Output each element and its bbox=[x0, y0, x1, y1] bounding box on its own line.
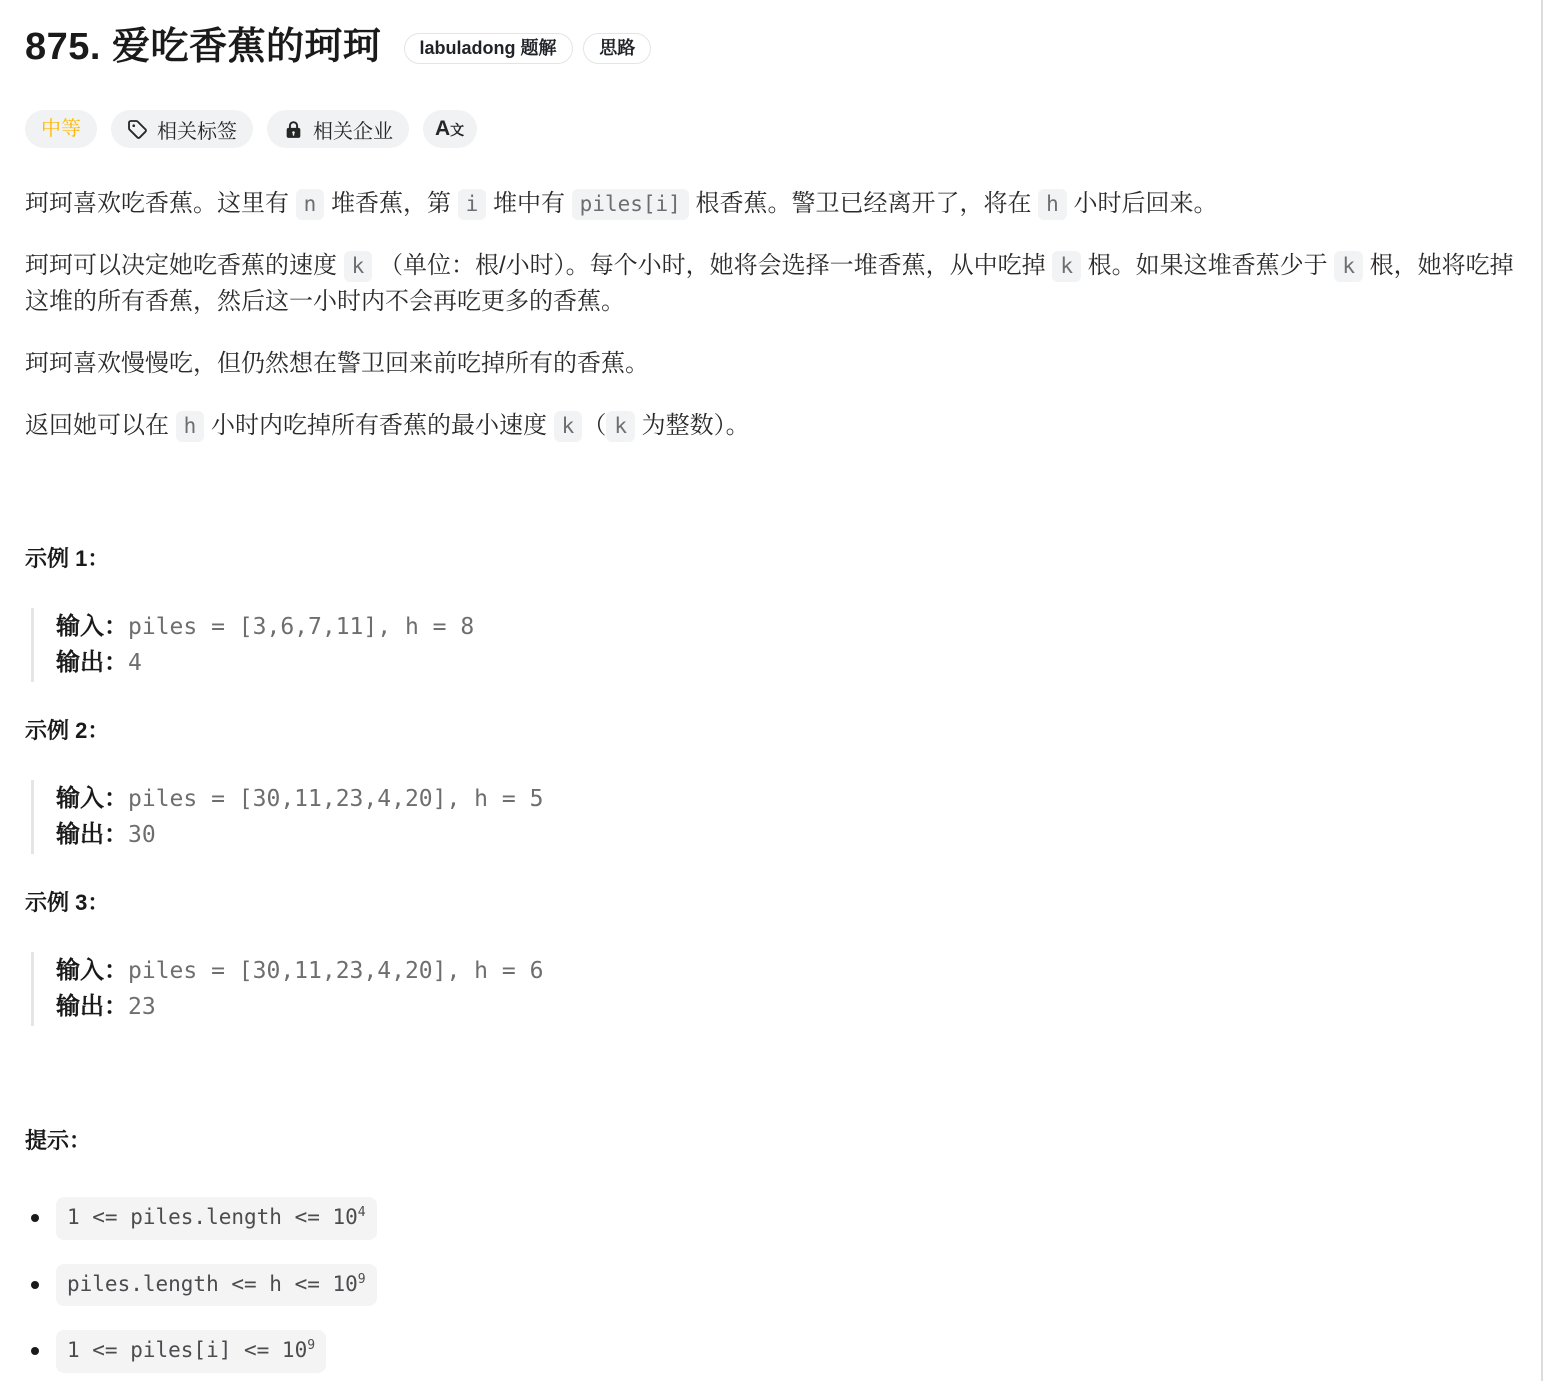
problem-statement bbox=[25, 186, 1515, 444]
constraint-item bbox=[25, 1330, 1515, 1373]
meta-pill-row bbox=[25, 110, 1515, 148]
output-label: 输出： bbox=[56, 649, 128, 676]
constraint-item bbox=[25, 1264, 1515, 1307]
example-output-value: 30 bbox=[128, 822, 156, 848]
example-output-line bbox=[56, 817, 1515, 853]
example-input-line bbox=[56, 781, 1515, 817]
title-badges bbox=[404, 29, 652, 65]
difficulty-badge: 中等 bbox=[25, 110, 97, 148]
example-output-value: 4 bbox=[128, 650, 142, 676]
idea-badge[interactable]: 思路 bbox=[583, 33, 651, 64]
inline-code: k bbox=[1052, 251, 1081, 282]
example-2-block bbox=[31, 780, 1515, 854]
related-companies-label: 相关企业 bbox=[313, 120, 393, 143]
example-output-value: 23 bbox=[128, 994, 156, 1020]
example-input-line bbox=[56, 953, 1515, 989]
inline-code: h bbox=[1038, 189, 1067, 220]
constraint-code: 1 <= piles.length <= $10^4$ bbox=[56, 1197, 377, 1240]
constraint-code: 1 <= piles[i] <= $10^9$ bbox=[56, 1330, 326, 1373]
example-output-line bbox=[56, 645, 1515, 681]
title-row bbox=[25, 24, 1515, 70]
related-companies-button[interactable] bbox=[267, 110, 409, 148]
example-input-value: piles = [3,6,7,11], h = 8 bbox=[128, 614, 475, 640]
input-label: 输入： bbox=[56, 785, 128, 812]
statement-paragraph: 珂珂喜欢慢慢吃，但仍然想在警卫回来前吃掉所有的香蕉。 bbox=[25, 350, 649, 377]
example-input-line bbox=[56, 609, 1515, 645]
example-1-block bbox=[31, 608, 1515, 682]
example-3-heading: 示例 3： bbox=[25, 890, 110, 915]
panel-resize-divider[interactable] bbox=[1541, 0, 1543, 1381]
example-2-heading: 示例 2： bbox=[25, 718, 110, 743]
tag-icon bbox=[127, 119, 148, 140]
related-tags-button[interactable] bbox=[111, 110, 253, 148]
hints-heading: 提示： bbox=[25, 1128, 92, 1153]
inline-code: i bbox=[458, 189, 487, 220]
statement-paragraph: 珂珂可以决定她吃香蕉的速度 k （单位：根/小时）。每个小时，她将会选择一堆香蕉，从中吃掉 k 根。如果这堆香蕉少于 k 根，她将吃掉这堆的所有香蕉，然后这一小时内不会再吃更多的香蕉。 bbox=[25, 252, 1514, 315]
example-3-block bbox=[31, 952, 1515, 1026]
inline-code: n bbox=[296, 189, 325, 220]
input-label: 输入： bbox=[56, 957, 128, 984]
inline-code: k bbox=[606, 411, 635, 442]
solution-badge[interactable]: labuladong 题解 bbox=[404, 33, 573, 64]
lock-icon bbox=[283, 119, 304, 140]
related-tags-label: 相关标签 bbox=[157, 120, 237, 143]
example-output-line bbox=[56, 989, 1515, 1025]
inline-code: k bbox=[554, 411, 583, 442]
page-title: 875. 爱吃香蕉的珂珂 bbox=[25, 26, 382, 68]
bullet-icon bbox=[31, 1214, 39, 1222]
example-1-heading: 示例 1： bbox=[25, 546, 110, 571]
bullet-icon bbox=[31, 1347, 39, 1355]
statement-paragraph: 珂珂喜欢吃香蕉。这里有 n 堆香蕉，第 i 堆中有 piles[i] 根香蕉。警卫已经离开了，将在 h 小时后回来。 bbox=[25, 186, 1515, 222]
translate-icon: A文 bbox=[435, 117, 466, 140]
inline-code: piles[i] bbox=[572, 189, 689, 220]
example-input-value: piles = [30,11,23,4,20], h = 5 bbox=[128, 786, 544, 812]
inline-code: k bbox=[1334, 251, 1363, 282]
example-input-value: piles = [30,11,23,4,20], h = 6 bbox=[128, 958, 544, 984]
statement-paragraph: 返回她可以在 h 小时内吃掉所有香蕉的最小速度 k （ k 为整数）。 bbox=[25, 408, 1515, 444]
input-label: 输入： bbox=[56, 613, 128, 640]
constraint-item bbox=[25, 1197, 1515, 1240]
output-label: 输出： bbox=[56, 821, 128, 848]
bullet-icon bbox=[31, 1281, 39, 1289]
inline-code: k bbox=[344, 251, 373, 282]
constraints-list bbox=[25, 1197, 1515, 1373]
inline-code: h bbox=[176, 411, 205, 442]
translate-button[interactable] bbox=[423, 110, 477, 148]
constraint-code: piles.length <= $h <= 10^9$ bbox=[56, 1264, 377, 1307]
output-label: 输出： bbox=[56, 993, 128, 1020]
